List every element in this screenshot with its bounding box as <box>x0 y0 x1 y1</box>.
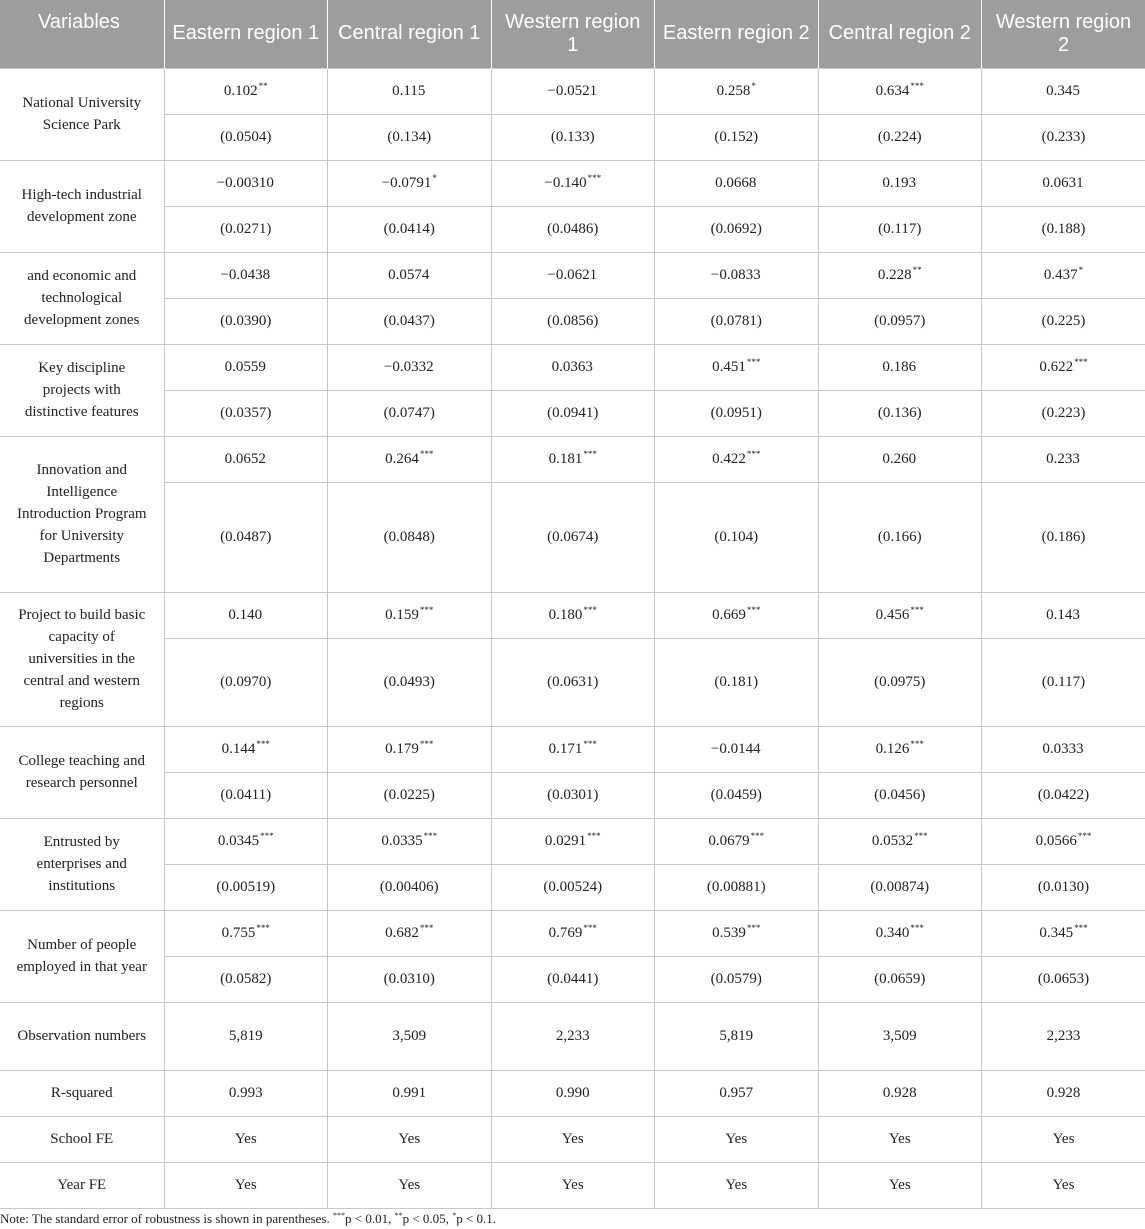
table-row <box>0 910 1145 956</box>
coefficient-value: 0.0345 <box>217 833 260 849</box>
header-western-region-1: Western region 1 <box>491 0 655 68</box>
significance-stars: *** <box>910 739 924 749</box>
standard-error-cell: (0.0459) <box>655 772 819 818</box>
table-row <box>0 1002 1145 1070</box>
stat-value: 5,819 <box>655 1002 819 1070</box>
coefficient-value: 0.437 <box>1043 267 1078 283</box>
table-row <box>0 818 1145 864</box>
table-body <box>0 68 1145 1208</box>
coefficient-cell <box>982 910 1145 956</box>
standard-error-cell: (0.0848) <box>328 482 492 592</box>
coefficient-value: 0.0559 <box>224 359 266 375</box>
significance-stars: *** <box>419 923 434 933</box>
coefficient-cell <box>491 592 655 638</box>
coefficient-cell <box>164 910 328 956</box>
table-row <box>0 252 1145 298</box>
stat-value: Yes <box>328 1162 492 1208</box>
coefficient-cell <box>328 592 492 638</box>
note-sig-1: * <box>452 1211 457 1220</box>
standard-error-cell: (0.0631) <box>491 638 655 726</box>
significance-stars: *** <box>750 831 765 841</box>
significance-stars: * <box>432 173 437 183</box>
stat-value: 0.928 <box>818 1070 982 1116</box>
stat-value: Yes <box>818 1116 982 1162</box>
coefficient-value: 0.0574 <box>388 267 430 283</box>
significance-stars: *** <box>583 605 597 615</box>
significance-stars: *** <box>746 449 761 459</box>
standard-error-cell: (0.0456) <box>818 772 982 818</box>
coefficient-value: 0.0363 <box>551 359 593 375</box>
coefficient-cell <box>982 252 1145 298</box>
standard-error-cell: (0.0310) <box>328 956 492 1002</box>
coefficient-value: 0.0668 <box>715 175 757 191</box>
coefficient-cell <box>982 68 1145 114</box>
significance-stars: *** <box>587 173 602 183</box>
coefficient-value: 0.258 <box>716 83 751 99</box>
coefficient-value: 0.159 <box>385 607 419 623</box>
coefficient-value: 0.144 <box>221 741 256 757</box>
coefficient-cell <box>164 160 328 206</box>
stat-label: R-squared <box>0 1070 164 1116</box>
coefficient-cell <box>818 68 982 114</box>
coefficient-cell <box>655 910 819 956</box>
significance-stars: *** <box>260 831 274 841</box>
coefficient-cell <box>655 344 819 390</box>
coefficient-cell <box>164 818 328 864</box>
stat-value: Yes <box>655 1116 819 1162</box>
coefficient-value: 0.669 <box>712 607 746 623</box>
coefficient-value: 0.0335 <box>381 833 423 849</box>
coefficient-cell <box>491 68 655 114</box>
coefficient-value: −0.00310 <box>216 175 274 191</box>
standard-error-cell: (0.0301) <box>491 772 655 818</box>
table-note <box>0 1211 496 1227</box>
coefficient-value: 0.0679 <box>708 833 750 849</box>
coefficient-cell <box>655 68 819 114</box>
coefficient-value: 0.102 <box>223 83 258 99</box>
coefficient-value: −0.0332 <box>383 359 434 375</box>
standard-error-cell: (0.00881) <box>655 864 819 910</box>
table-row <box>0 1116 1145 1162</box>
standard-error-cell: (0.225) <box>982 298 1145 344</box>
coefficient-cell <box>655 592 819 638</box>
coefficient-value: 0.340 <box>875 925 910 941</box>
coefficient-cell <box>818 726 982 772</box>
coefficient-cell <box>328 726 492 772</box>
variable-name: and economic and technological development zones <box>0 252 164 344</box>
coefficient-value: 0.126 <box>875 741 910 757</box>
coefficient-value: 0.539 <box>712 925 746 941</box>
standard-error-cell: (0.104) <box>655 482 819 592</box>
header-central-region-2: Central region 2 <box>818 0 982 68</box>
coefficient-cell <box>328 436 492 482</box>
table-row <box>0 390 1145 436</box>
significance-stars: *** <box>1074 923 1088 933</box>
stat-label: Year FE <box>0 1162 164 1208</box>
coefficient-cell <box>328 68 492 114</box>
note-text: Note: The standard error of robustness is shown in parentheses. <box>0 1211 333 1226</box>
standard-error-cell: (0.0504) <box>164 114 328 160</box>
coefficient-value: −0.0521 <box>547 83 598 99</box>
coefficient-cell <box>164 592 328 638</box>
coefficient-value: 0.451 <box>712 359 746 375</box>
significance-stars: *** <box>419 449 434 459</box>
stat-value: 2,233 <box>491 1002 655 1070</box>
note-sig-3: *** <box>333 1211 345 1220</box>
coefficient-value: 0.682 <box>385 925 419 941</box>
note-text-2: p < 0.05, <box>402 1211 453 1226</box>
standard-error-cell: (0.0970) <box>164 638 328 726</box>
significance-stars: *** <box>587 831 601 841</box>
header-eastern-region-1: Eastern region 1 <box>164 0 328 68</box>
standard-error-cell: (0.152) <box>655 114 819 160</box>
significance-stars: *** <box>256 923 270 933</box>
coefficient-value: 0.179 <box>385 741 419 757</box>
note-sig-2: ** <box>394 1211 403 1220</box>
stat-value: 0.993 <box>164 1070 328 1116</box>
coefficient-value: −0.0438 <box>220 267 271 283</box>
coefficient-value: 0.755 <box>221 925 256 941</box>
coefficient-cell <box>818 436 982 482</box>
standard-error-cell: (0.188) <box>982 206 1145 252</box>
table-row <box>0 592 1145 638</box>
standard-error-cell: (0.0692) <box>655 206 819 252</box>
standard-error-cell: (0.0856) <box>491 298 655 344</box>
standard-error-cell: (0.0271) <box>164 206 328 252</box>
significance-stars: *** <box>1074 357 1088 367</box>
table-row <box>0 1162 1145 1208</box>
table-header <box>0 0 1145 68</box>
coefficient-value: 0.0291 <box>544 833 587 849</box>
table-row <box>0 344 1145 390</box>
coefficient-cell <box>982 436 1145 482</box>
table-row <box>0 68 1145 114</box>
stat-value: 0.991 <box>328 1070 492 1116</box>
header-central-region-1: Central region 1 <box>328 0 492 68</box>
standard-error-cell: (0.0781) <box>655 298 819 344</box>
standard-error-cell: (0.223) <box>982 390 1145 436</box>
coefficient-cell <box>491 436 655 482</box>
significance-stars: ** <box>912 265 922 275</box>
coefficient-value: 0.634 <box>875 83 910 99</box>
stat-value: Yes <box>491 1162 655 1208</box>
standard-error-cell: (0.0357) <box>164 390 328 436</box>
coefficient-cell <box>491 818 655 864</box>
coefficient-cell <box>818 818 982 864</box>
coefficient-cell <box>818 344 982 390</box>
stat-value: Yes <box>164 1116 328 1162</box>
coefficient-cell <box>818 910 982 956</box>
standard-error-cell: (0.0130) <box>982 864 1145 910</box>
note-text-1: p < 0.1. <box>456 1211 497 1226</box>
coefficient-value: 0.422 <box>712 451 746 467</box>
header-western-region-2: Western region 2 <box>982 0 1145 68</box>
coefficient-value: 0.228 <box>877 267 912 283</box>
coefficient-cell <box>655 252 819 298</box>
variable-name: Entrusted by enterprises and institutions <box>0 818 164 910</box>
note-text-3: p < 0.01, <box>345 1211 395 1226</box>
coefficient-value: −0.0144 <box>710 741 761 757</box>
coefficient-value: 0.260 <box>882 451 917 467</box>
coefficient-value: −0.0791 <box>381 175 432 191</box>
standard-error-cell: (0.0437) <box>328 298 492 344</box>
significance-stars: *** <box>914 831 928 841</box>
coefficient-value: 0.0333 <box>1042 741 1084 757</box>
coefficient-cell <box>491 160 655 206</box>
significance-stars: *** <box>910 923 924 933</box>
table-row <box>0 436 1145 482</box>
significance-stars: *** <box>910 605 924 615</box>
significance-stars: *** <box>423 831 438 841</box>
standard-error-cell: (0.117) <box>818 206 982 252</box>
coefficient-cell <box>655 436 819 482</box>
coefficient-cell <box>491 344 655 390</box>
coefficient-cell <box>164 344 328 390</box>
standard-error-cell: (0.181) <box>655 638 819 726</box>
significance-stars: *** <box>746 605 761 615</box>
standard-error-cell: (0.136) <box>818 390 982 436</box>
table-row <box>0 638 1145 726</box>
coefficient-cell <box>164 252 328 298</box>
significance-stars: *** <box>746 923 761 933</box>
coefficient-value: 0.143 <box>1046 607 1080 623</box>
standard-error-cell: (0.00524) <box>491 864 655 910</box>
standard-error-cell: (0.233) <box>982 114 1145 160</box>
coefficient-cell <box>818 160 982 206</box>
stat-value: Yes <box>655 1162 819 1208</box>
stat-value: 0.928 <box>982 1070 1145 1116</box>
coefficient-cell <box>328 160 492 206</box>
variable-name: Innovation and Intelligence Introduction Program for University Departments <box>0 436 164 592</box>
coefficient-cell <box>818 252 982 298</box>
table-row <box>0 114 1145 160</box>
stat-value: Yes <box>491 1116 655 1162</box>
variable-name: Key discipline projects with distinctive features <box>0 344 164 436</box>
standard-error-cell: (0.0582) <box>164 956 328 1002</box>
standard-error-cell: (0.224) <box>818 114 982 160</box>
coefficient-value: 0.181 <box>548 451 583 467</box>
significance-stars: *** <box>1077 831 1092 841</box>
coefficient-cell <box>982 160 1145 206</box>
coefficient-value: 0.193 <box>882 175 917 191</box>
coefficient-cell <box>164 68 328 114</box>
coefficient-cell <box>982 344 1145 390</box>
coefficient-cell <box>491 910 655 956</box>
coefficient-value: 0.186 <box>882 359 917 375</box>
significance-stars: *** <box>583 739 597 749</box>
table-row <box>0 160 1145 206</box>
significance-stars: *** <box>910 81 924 91</box>
coefficient-value: 0.0631 <box>1042 175 1084 191</box>
coefficient-value: 0.171 <box>548 741 583 757</box>
coefficient-cell <box>328 818 492 864</box>
coefficient-value: 0.345 <box>1046 83 1080 99</box>
table-row <box>0 482 1145 592</box>
variable-name: Number of people employed in that year <box>0 910 164 1002</box>
significance-stars: *** <box>419 605 434 615</box>
coefficient-value: 0.115 <box>392 83 426 99</box>
stat-value: 2,233 <box>982 1002 1145 1070</box>
standard-error-cell: (0.0653) <box>982 956 1145 1002</box>
coefficient-value: 0.140 <box>228 607 263 623</box>
table-row <box>0 726 1145 772</box>
significance-stars: *** <box>256 739 270 749</box>
coefficient-value: 0.264 <box>385 451 419 467</box>
coefficient-value: −0.140 <box>544 175 587 191</box>
standard-error-cell: (0.133) <box>491 114 655 160</box>
coefficient-cell <box>982 592 1145 638</box>
coefficient-cell <box>982 818 1145 864</box>
standard-error-cell: (0.00519) <box>164 864 328 910</box>
standard-error-cell: (0.0747) <box>328 390 492 436</box>
standard-error-cell: (0.186) <box>982 482 1145 592</box>
standard-error-cell: (0.00874) <box>818 864 982 910</box>
standard-error-cell: (0.0411) <box>164 772 328 818</box>
stat-value: 5,819 <box>164 1002 328 1070</box>
variable-name: National University Science Park <box>0 68 164 160</box>
standard-error-cell: (0.166) <box>818 482 982 592</box>
stat-value: 0.990 <box>491 1070 655 1116</box>
coefficient-cell <box>328 344 492 390</box>
standard-error-cell: (0.0225) <box>328 772 492 818</box>
coefficient-value: 0.769 <box>548 925 583 941</box>
coefficient-value: 0.0566 <box>1035 833 1077 849</box>
coefficient-value: −0.0833 <box>710 267 761 283</box>
coefficient-cell <box>491 726 655 772</box>
stat-label: School FE <box>0 1116 164 1162</box>
coefficient-cell <box>655 160 819 206</box>
standard-error-cell: (0.0487) <box>164 482 328 592</box>
standard-error-cell: (0.0414) <box>328 206 492 252</box>
standard-error-cell: (0.134) <box>328 114 492 160</box>
stat-value: Yes <box>164 1162 328 1208</box>
stat-label: Observation numbers <box>0 1002 164 1070</box>
coefficient-cell <box>164 726 328 772</box>
significance-stars: ** <box>258 81 268 91</box>
header-variables: Variables <box>0 0 164 68</box>
coefficient-value: 0.233 <box>1046 451 1080 467</box>
coefficient-cell <box>328 910 492 956</box>
coefficient-value: 0.180 <box>548 607 583 623</box>
variable-name: High-tech industrial development zone <box>0 160 164 252</box>
significance-stars: *** <box>746 357 761 367</box>
table-row <box>0 956 1145 1002</box>
coefficient-value: 0.0652 <box>224 451 266 467</box>
significance-stars: *** <box>419 739 434 749</box>
significance-stars: *** <box>583 449 597 459</box>
standard-error-cell: (0.0579) <box>655 956 819 1002</box>
coefficient-cell <box>982 726 1145 772</box>
coefficient-value: 0.622 <box>1039 359 1074 375</box>
stat-value: Yes <box>328 1116 492 1162</box>
table-row <box>0 298 1145 344</box>
stat-value: 3,509 <box>818 1002 982 1070</box>
standard-error-cell: (0.0659) <box>818 956 982 1002</box>
standard-error-cell: (0.0441) <box>491 956 655 1002</box>
stat-value: Yes <box>982 1116 1145 1162</box>
stat-value: Yes <box>982 1162 1145 1208</box>
standard-error-cell: (0.0390) <box>164 298 328 344</box>
significance-stars: * <box>751 81 756 91</box>
standard-error-cell: (0.0951) <box>655 390 819 436</box>
significance-stars: *** <box>583 923 597 933</box>
standard-error-cell: (0.0422) <box>982 772 1145 818</box>
standard-error-cell: (0.0941) <box>491 390 655 436</box>
header-eastern-region-2: Eastern region 2 <box>655 0 819 68</box>
coefficient-cell <box>655 818 819 864</box>
standard-error-cell: (0.00406) <box>328 864 492 910</box>
standard-error-cell: (0.0486) <box>491 206 655 252</box>
standard-error-cell: (0.0674) <box>491 482 655 592</box>
standard-error-cell: (0.0975) <box>818 638 982 726</box>
coefficient-value: 0.345 <box>1039 925 1074 941</box>
variable-name: Project to build basic capacity of universities in the central and western regions <box>0 592 164 726</box>
table-row <box>0 1070 1145 1116</box>
coefficient-cell <box>491 252 655 298</box>
standard-error-cell: (0.0957) <box>818 298 982 344</box>
table-row <box>0 864 1145 910</box>
stat-value: 0.957 <box>655 1070 819 1116</box>
significance-stars: * <box>1078 265 1084 275</box>
stat-value: 3,509 <box>328 1002 492 1070</box>
coefficient-cell <box>818 592 982 638</box>
coefficient-value: 0.0532 <box>871 833 914 849</box>
standard-error-cell: (0.117) <box>982 638 1145 726</box>
standard-error-cell: (0.0493) <box>328 638 492 726</box>
stat-value: Yes <box>818 1162 982 1208</box>
table-row <box>0 206 1145 252</box>
table-row <box>0 772 1145 818</box>
coefficient-value: 0.456 <box>875 607 910 623</box>
coefficient-value: −0.0621 <box>547 267 598 283</box>
coefficient-cell <box>328 252 492 298</box>
variable-name: College teaching and research personnel <box>0 726 164 818</box>
coefficient-cell <box>655 726 819 772</box>
coefficient-cell <box>164 436 328 482</box>
